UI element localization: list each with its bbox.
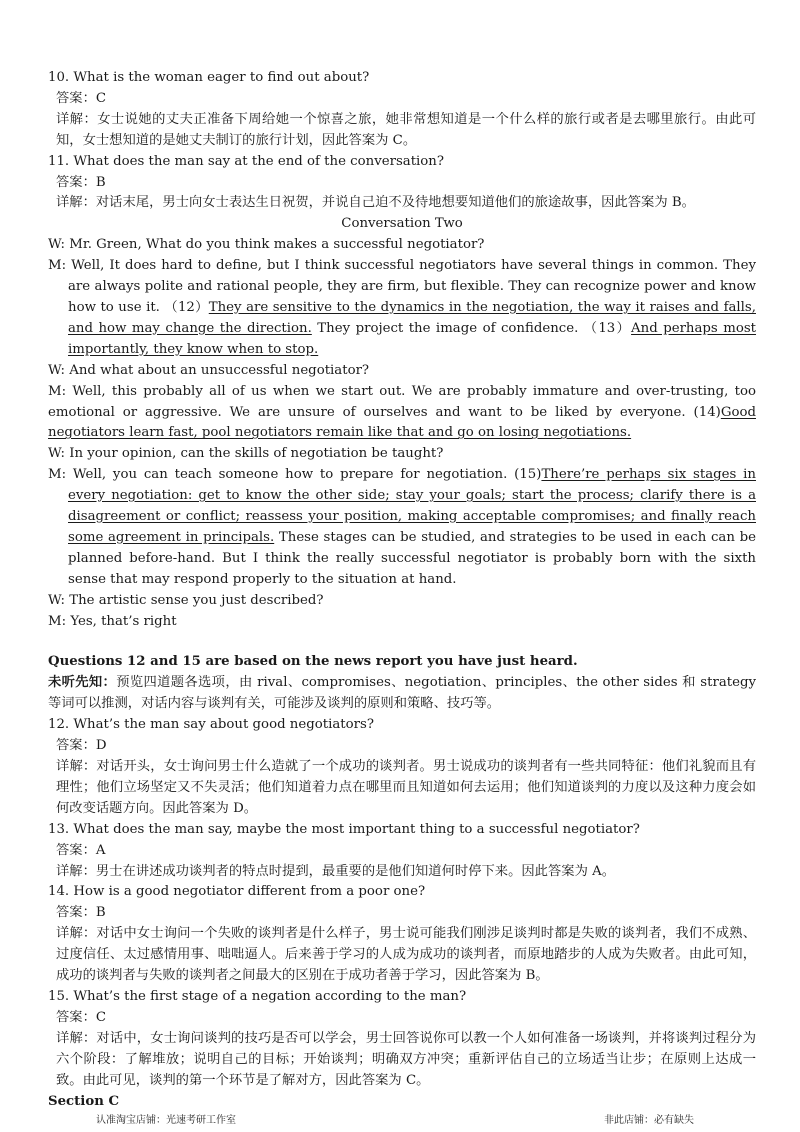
answer-14: 答案：B: [56, 905, 106, 921]
preview-text: 预览四道题各选项，由 rival、compromises、negotiation、principles、the other sides 和 strategy 等词可以推测，对话内容与谈判有关，可能涉及谈判的原则和策略、技巧等。: [48, 675, 756, 712]
transcript-line: [48, 256, 756, 361]
preview-paragraph: [48, 673, 756, 715]
answer-15: 答案：C: [56, 1009, 107, 1025]
section-heading: Questions 12 and 15 are based on the news report you have just heard.: [48, 654, 578, 670]
transcript-text: These stages can be studied, and strategies to be used in each can be planned before-hand. But I think the really successful negotiator is probably born with the sixth sense that may respond properly to the situation at hand.: [68, 529, 756, 587]
detail-10: 详解：女士说她的丈夫正准备下周给她一个惊喜之旅，她非常想知道是一个什么样的旅行或者是去哪里旅行。由此可知，女士想知道的是她丈夫制订的旅行计划，因此答案为 C。: [56, 111, 756, 148]
question-15: 15. What’s the first stage of a negation according to the man?: [48, 988, 467, 1004]
underlined-answer-15: There’re perhaps six stages in every negotiation: get to know the other side; stay your goals; start the process; clarify there is a disagreement or conflict; reassess your position, making acceptable compromises; and finally reach some agreement in principals.: [68, 467, 756, 545]
question-12: 12. What’s the man say about good negotiators?: [48, 717, 374, 733]
transcript-line: [48, 382, 756, 445]
preview-label: 未听先知：: [48, 675, 117, 691]
detail-14: 详解：对话中女士询问一个失败的谈判者是什么样子，男士说可能我们刚涉足谈判时都是失败的谈判者，我们不成熟、过度信任、太过感情用事、咄咄逼人。后来善于学习的人成为成功的谈判者，而原地踏步的人成为失败者。由此可知，成功的谈判者与失败的谈判者之间最大的区别在于成功者善于学习，因此答案为 B。: [56, 926, 756, 984]
answer-11: 答案：B: [56, 174, 106, 190]
transcript-line: W: And what about an unsuccessful negotiator?: [48, 362, 370, 378]
transcript-line: W: In your opinion, can the skills of negotiation be taught?: [48, 446, 444, 462]
footer-left-text: 认准淘宝店铺：光速考研工作室: [96, 1115, 236, 1126]
detail-11: 详解：对话末尾，男士向女士表达生日祝贺，并说自己迫不及待地想要知道他们的旅途故事，因此答案为 B。: [56, 195, 695, 211]
detail-13: 详解：男士在讲述成功谈判者的特点时提到，最重要的是他们知道何时停下来。因此答案为 A。: [56, 863, 615, 879]
footer-right-text: 非此店铺：必有缺失: [604, 1115, 694, 1126]
detail-15: 详解：对话中，女士询问谈判的技巧是否可以学会，男士回答说你可以教一个人如何准备一场谈判，并将谈判过程分为六个阶段：了解堆放；说明自己的目标；开始谈判；明确双方冲突；重新评估自己的立场适当让步；在原则上达成一致。由此可见，谈判的第一个环节是了解对方，因此答案为 C。: [56, 1030, 756, 1088]
answer-10: 答案：C: [56, 90, 107, 106]
transcript-text: M: Well, It does hard to define, but I think successful negotiators have several things in common. They are always polite and rational people, they are firm, but flexible. They can recognize power and know how to use it. （12）: [48, 258, 756, 315]
transcript-text: M: Well, you can teach someone how to prepare for negotiation. (15): [48, 467, 542, 483]
page-footer: [0, 1113, 800, 1129]
underlined-answer-14: Good negotiators learn fast, pool negotiators remain like that and go on losing negotiations.: [48, 404, 756, 441]
answer-13: 答案：A: [56, 842, 106, 858]
question-11: 11. What does the man say at the end of the conversation?: [48, 153, 444, 169]
spacer: [48, 632, 756, 652]
section-c-heading: Section C: [48, 1093, 120, 1109]
underlined-answer-12: They are sensitive to the dynamics in the negotiation, the way it raises and falls, and how may change the direction.: [68, 299, 756, 336]
question-13: 13. What does the man say, maybe the most important thing to a successful negotiator?: [48, 821, 640, 837]
transcript-line: [48, 465, 756, 590]
answer-12: 答案：D: [56, 738, 107, 754]
question-14: 14. How is a good negotiator different from a poor one?: [48, 884, 426, 900]
transcript-line: M: Yes, that’s right: [48, 613, 177, 629]
transcript-text: They project the image of confidence. （13）: [311, 320, 632, 336]
document-page: [48, 68, 756, 1112]
detail-12: 详解：对话开头，女士询问男士什么造就了一个成功的谈判者。男士说成功的谈判者有一些共同特征：他们礼貌而且有理性；他们立场坚定又不失灵活；他们知道着力点在哪里而且知道如何去运用；他们知道谈判的力度以及这种力度会如何改变话题方向。因此答案为 D。: [56, 759, 756, 816]
underlined-answer-13: And perhaps most importantly, they know when to stop.: [68, 320, 757, 357]
transcript-text: M: Well, this probably all of us when we start out. We are probably immature and over-trusting, too emotional or aggressive. We are unsure of ourselves and want to be liked by everyone. (14): [48, 383, 756, 420]
conversation-title: Conversation Two: [341, 216, 463, 232]
transcript-line: W: The artistic sense you just described?: [48, 592, 324, 608]
question-10: 10. What is the woman eager to find out about?: [48, 70, 370, 85]
transcript-line: W: Mr. Green, What do you think makes a successful negotiator?: [48, 237, 485, 253]
